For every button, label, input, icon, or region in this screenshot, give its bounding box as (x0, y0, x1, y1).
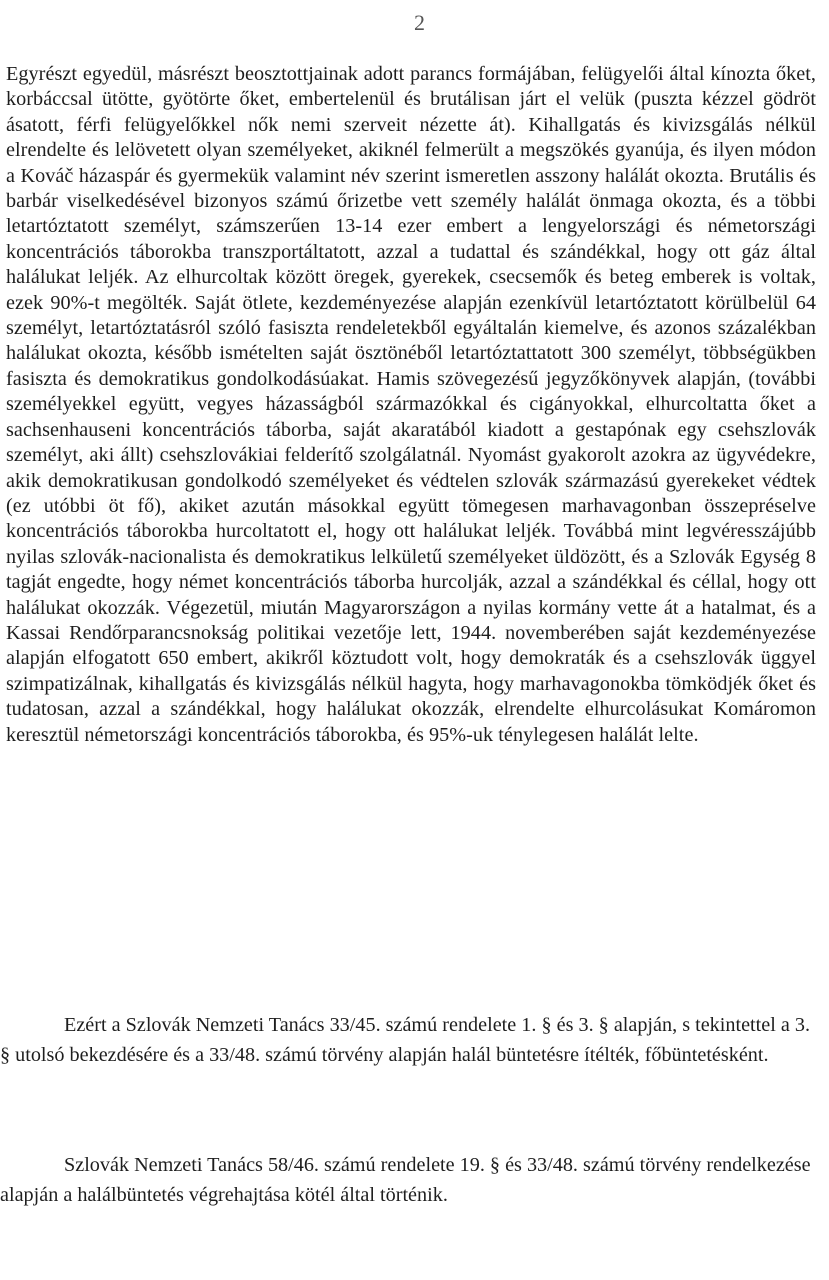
main-paragraph: Egyrészt egyedül, másrészt beosztottjainak adott parancs formájában, felügyelői által kínozta őket, korbáccsal ütötte, gyötörte őket, embertelenül és brutálisan járt el velük (puszta kézzel gödröt ásatott, férfi felügyelőkkel nők nemi szerveit nézette át). Kihallgatás és kivizsgálás nélkül elrendelte és lelövetett olyan személyeket, akiknél felmerült a megszökés gyanúja, és ilyen módon a Kováč házaspár és gyermekük valamint név szerint ismeretlen asszony halálát okozta. Brutális és barbár viselkedésével bizonyos számú őrizetbe vett személy halálát önmaga okozta, és a többi letartóztatott személyt, számszerűen 13-14 ezer embert a lengyelországi és németországi koncentrációs táborokba transzportáltatott, azzal a tudattal és szándékkal, hogy ott gáz által halálukat leljék. Az elhurcoltak között öregek, gyerekek, csecsemők és beteg emberek is voltak, ezek 90%-t megölték. Saját ötlete, kezdeményezése alapján ezenkívül letartóztatott körülbelül 64 személyt, letartóztatásról szóló fasiszta rendeletekből egyáltalán kiemelve, és azonos százalékban halálukat okozta, később ismételten saját ösztönéből letartóztattatott 300 személyt, többségükben fasiszta és demokratikus gondolkodásúakat. Hamis szövegezésű jegyzőkönyvek alapján, (további személyekkel együtt, vegyes házasságból származókkal és cigányokkal, elhurcoltatta őket a sachsenhauseni koncentrációs táborba, saját akaratából kiadott a gestapónak egy csehszlovák személyt, aki állt) csehszlovákiai felderítő szolgálatnál. Nyomást gyakorolt azokra az ügyvédekre, akik demokratikusan gondolkodó személyeket és védtelen szlovák származású gyerekeket védtek (ez utóbbi öt fő), akiket azután másokkal együtt tömegesen marhavagonban összepréselve koncentrációs táborokba hurcoltatott el, hogy ott halálukat leljék. Továbbá mint legvéresszájúbb nyilas szlovák-nacionalista és demokratikus lelkületű személyeket üldözött, és a Szlovák Egység 8 tagját engedte, hogy német koncentrációs táborba hurcolják, azzal a szándékkal és céllal, hogy ott halálukat okozzák. Végezetül, miután Magyarországon a nyilas kormány vette át a hatalmat, és a Kassai Rendőrparancsnokság politikai vezetője lett, 1944. novemberében saját kezdeményezése alapján elfogatott 650 embert, akikről köztudott volt, hogy demokraták és a csehszlovák üggyel szimpatizálnak, kihallgatás és kivizsgálás nélkül hagyta, hogy marhavagonokba tömködjék őket és tudatosan, azzal a szándékkal, hogy halálukat okozzák, elrendelte elhurcolásukat Komáromon keresztül németországi koncentrációs táborokba, és 95%-uk ténylegesen halálát lelte. (6, 63, 816, 746)
execution-paragraph: Szlovák Nemzeti Tanács 58/46. számú rendelete 19. § és 33/48. számú törvény rendelkezése alapján a halálbüntetés végrehajtása kötél által történik. (0, 1154, 811, 1206)
sentence-paragraph: Ezért a Szlovák Nemzeti Tanács 33/45. számú rendelete 1. § és 3. § alapján, s tekintettel a 3. § utolsó bekezdésére és a 33/48. számú törvény alapján halál büntetésre ítélték, főbüntetésként. (0, 1014, 811, 1066)
page-number: 2 (414, 10, 425, 35)
